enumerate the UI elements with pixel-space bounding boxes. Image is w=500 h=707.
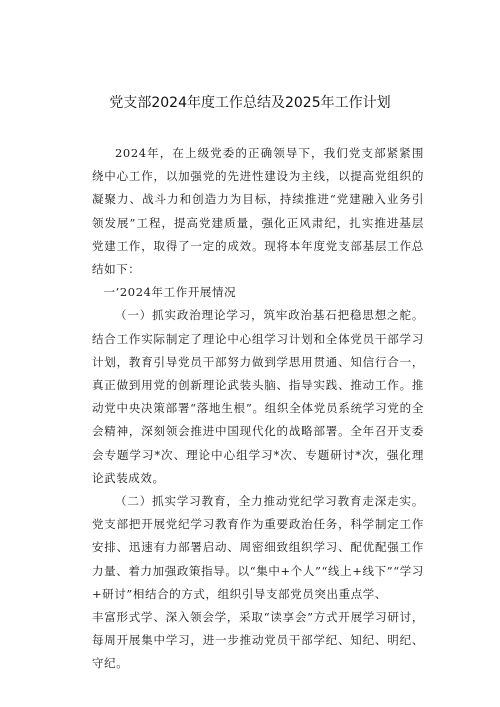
document-body xyxy=(92,142,424,676)
paragraph-political-study: （一）抓实政治理论学习，筑牢政治基石把稳思想之舵。结合工作实际制定了理论中心组学习计划和全体党员干部学习计划，教育引导党员干部努力做到学思用贯通、知信行合一，真正做到用党的创新理论武装头脑、指导实践、推动工作。推动党中央决策部署“落地生根”。组织全体党员系统学习党的全会精神，深刻领会推进中国现代化的战略部署。全年召开支委会专题学习*次、理论中心组学习*次、专题研讨*次，强化理论武装成效。 xyxy=(92,308,424,485)
document-title: 党支部2024年度工作总结及2025年工作计划 xyxy=(109,95,391,111)
section-heading: 一’2024年工作开展情况 xyxy=(103,285,237,300)
paragraph-discipline-education: （二）抓实学习教育，全力推动党纪学习教育走深走实。党支部把开展党纪学习教育作为重要政治任务，科学制定工作安排、迅速有力部署启动、周密细致组织学习、配优配强工作力量、着力加强政策指导。以“集中+个人”“线上+线下”“学习+研讨”相结合的方式，组织引导支部党员突出重点学、 xyxy=(92,494,424,601)
intro-paragraph: 2024年，在上级党委的正确领导下，我们党支部紧紧围绕中心工作，以加强党的先进性建设为主线，以提高党组织的凝聚力、战斗力和创造力为目标，持续推进“党建融入业务引领发展”工程，提高党建质量，强化正风肃纪，扎实推进基层党建工作，取得了一定的成效。现将本年度党支部基层工作总结如下： xyxy=(92,146,424,277)
paragraph-discipline-education-continued: 丰富形式学、深入领会学，采取“读享会”方式开展学习研讨，每周开展集中学习，进一步推动党员干部学纪、知纪、明纪、守纪。 xyxy=(92,610,424,671)
